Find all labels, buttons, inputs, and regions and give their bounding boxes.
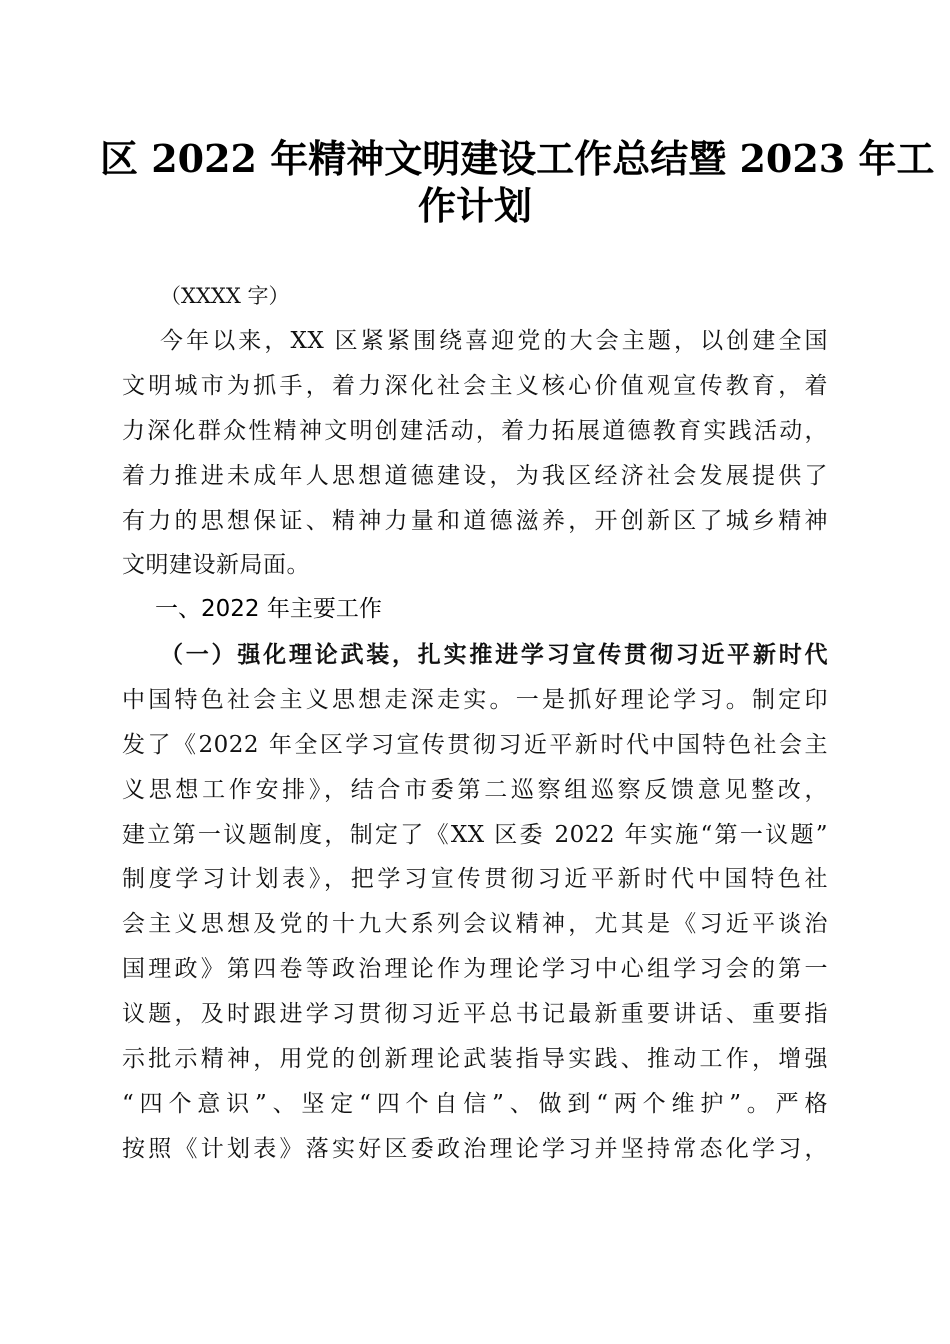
intro-line-6: 文明建设新局面。 (122, 552, 310, 578)
subsection-1-line-7: 会主义思想及党的十九大系列会议精神，尤其是《习近平谈治 (122, 911, 828, 937)
subsection-1-line-6: 制度学习计划表》，把学习宣传贯彻习近平新时代中国特色社 (122, 866, 828, 892)
intro-line-1: 今年以来，XX 区紧紧围绕喜迎党的大会主题，以创建全国 (160, 328, 828, 354)
intro-line-3: 力深化群众性精神文明创建活动，着力拓展道德教育实践活动， (122, 418, 828, 444)
subsection-1-line-11: “四个意识”、坚定“四个自信”、做到“两个维护”。严格 (122, 1091, 828, 1117)
subsection-1-line-12: 按照《计划表》落实好区委政治理论学习并坚持常态化学习， (122, 1136, 828, 1162)
document-title-line-2: 作计划 (417, 183, 532, 228)
subsection-1-line-9: 议题，及时跟进学习贯彻习近平总书记最新重要讲话、重要指 (122, 1001, 828, 1027)
subsection-1-line-10: 示批示精神，用党的创新理论武装指导实践、推动工作，增强 (122, 1046, 828, 1072)
subsection-1-line-8: 国理政》第四卷等政治理论作为理论学习中心组学习会的第一 (122, 956, 828, 982)
subsection-1-line-5: 建立第一议题制度，制定了《XX 区委 2022 年实施“第一议题” (122, 822, 828, 848)
intro-line-5: 有力的思想保证、精神力量和道德滋养，开创新区了城乡精神 (122, 508, 828, 534)
subsection-1-line-3: 发了《2022 年全区学习宣传贯彻习近平新时代中国特色社会主 (122, 732, 828, 758)
subsection-1-line-2: 中国特色社会主义思想走深走实。一是抓好理论学习。制定印 (122, 687, 828, 713)
intro-line-2: 文明城市为抓手，着力深化社会主义核心价值观宣传教育，着 (122, 373, 828, 399)
subsection-1-line-1: （一）强化理论武装，扎实推进学习宣传贯彻习近平新时代 (160, 641, 828, 668)
intro-line-4: 着力推进未成年人思想道德建设，为我区经济社会发展提供了 (122, 463, 828, 489)
section-heading-1: 一、2022 年主要工作 (155, 596, 382, 622)
word-count-note: （XXXX 字） (160, 284, 290, 308)
document-title-line-1: 区 2022 年精神文明建设工作总结暨 2023 年工 (100, 136, 935, 181)
subsection-1-line-4: 义思想工作安排》，结合市委第二巡察组巡察反馈意见整改， (122, 777, 828, 803)
